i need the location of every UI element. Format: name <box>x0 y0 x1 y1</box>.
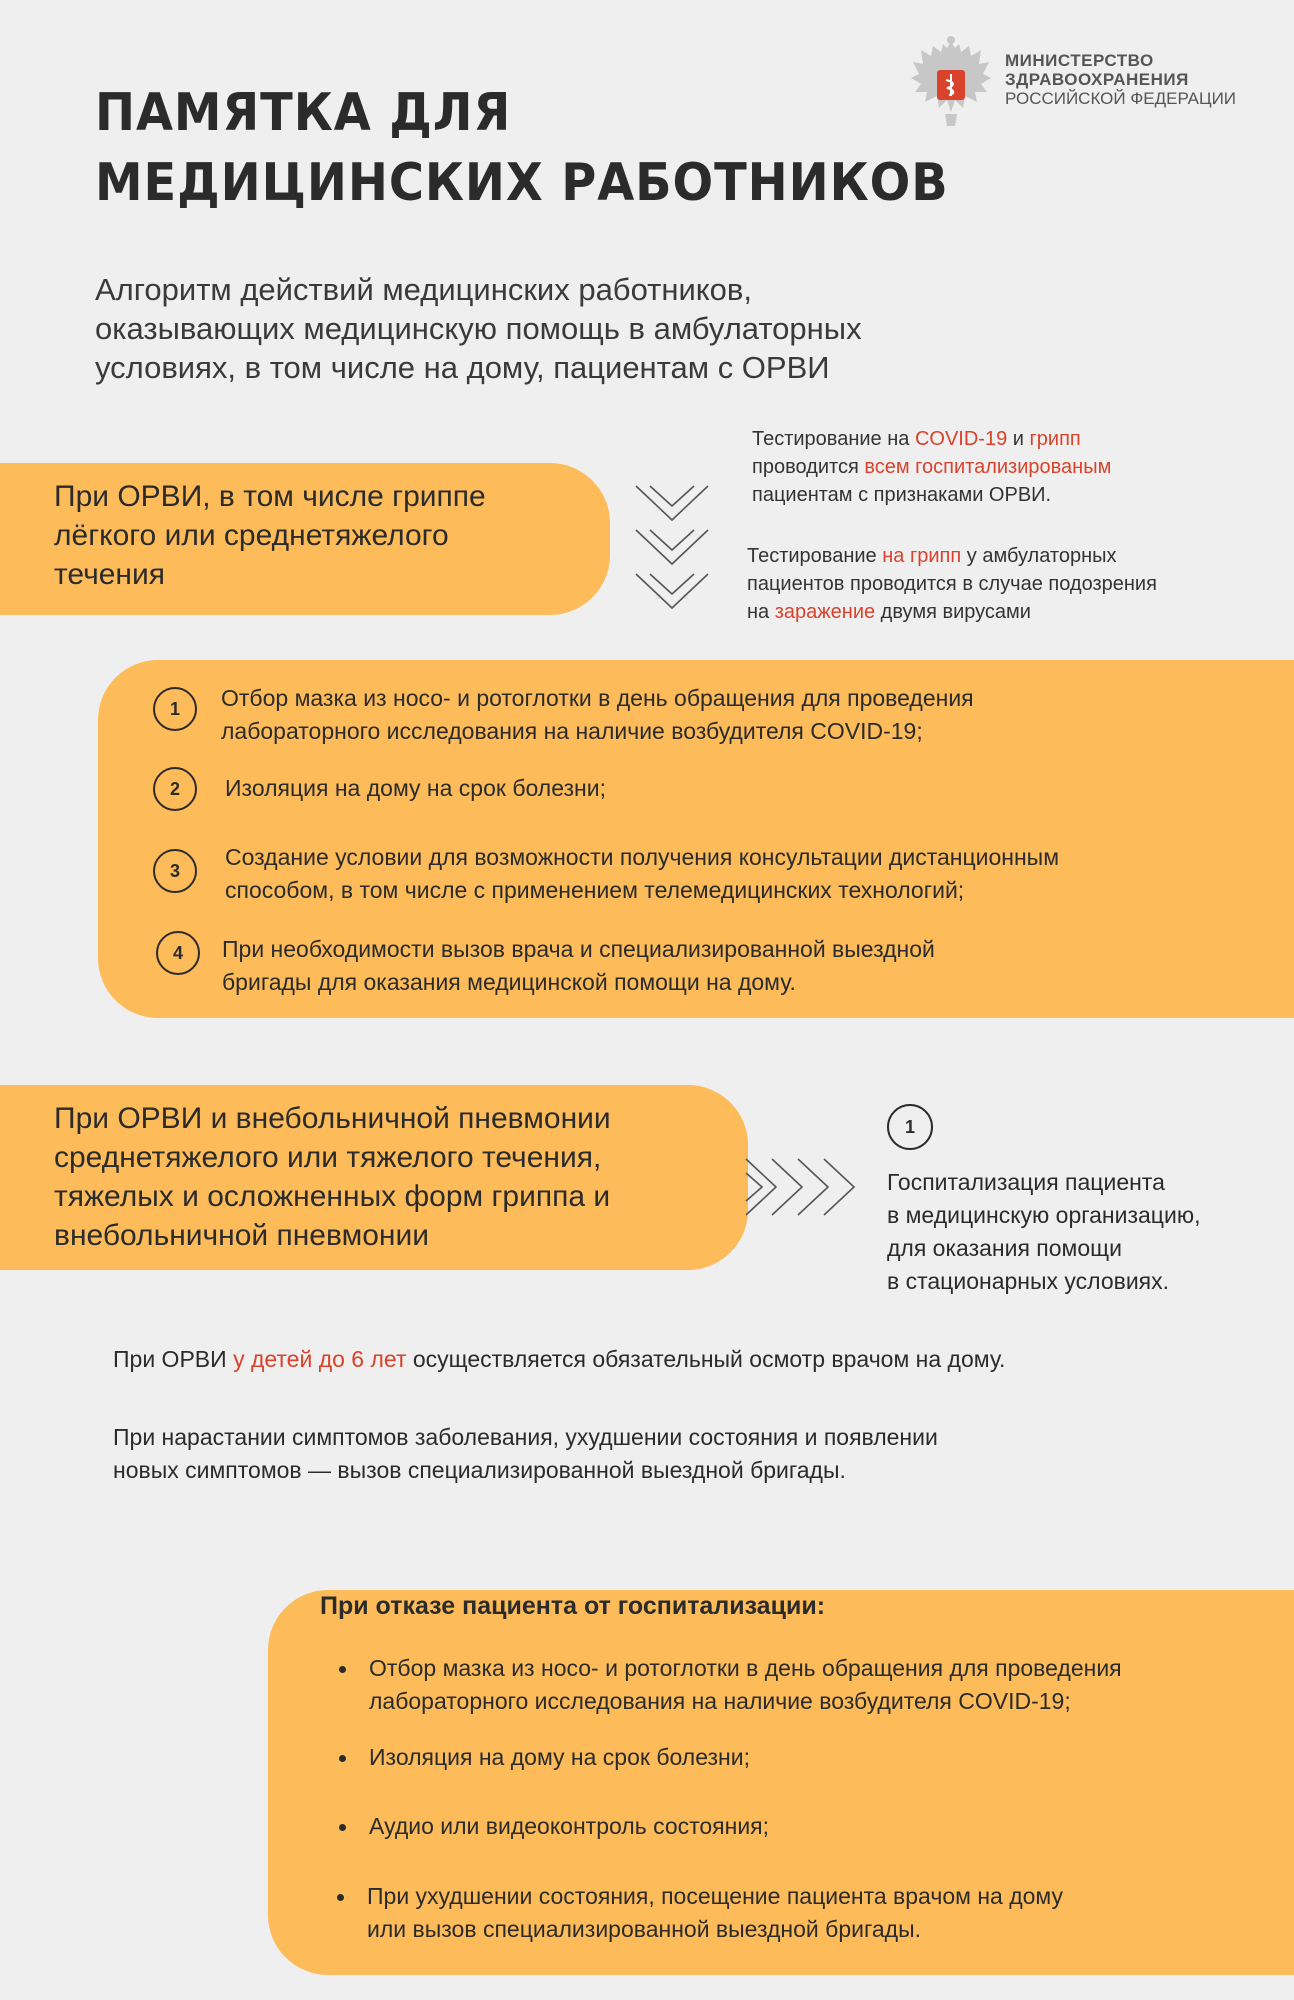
step-3-text: Создание условии для возможности получения консультации дистанционным способом, в том числе с применением телемедицинских технологий; <box>225 844 1060 903</box>
testing-note-outpatient: Тестирование на грипп у амбулаторных пациентов проводится в случае подозрения на заражение двумя вирусами <box>747 545 1157 623</box>
step-4-text: При необходимости вызов врача и специализированной выездной бригады для оказания медицинской помощи на дому. <box>222 936 935 995</box>
page-title: ПАМЯТКА ДЛЯ МЕДИЦИНСКИХ РАБОТНИКОВ <box>95 83 949 213</box>
children-note: При ОРВИ у детей до 6 лет осуществляется обязательный осмотр врачом на дому. <box>113 1346 1006 1372</box>
bullet-icon <box>339 1824 346 1831</box>
list-item: Изоляция на дому на срок болезни; <box>343 1741 750 1774</box>
step-1-text: Отбор мазка из носо- и ротоглотки в день обращения для проведения лабораторного исследования на наличие возбудителя COVID-19; <box>221 685 974 744</box>
hospitalization-text: Госпитализация пациента в медицинскую организацию, для оказания помощи в стационарных условиях. <box>887 1169 1201 1294</box>
step-number-3: 3 <box>153 849 197 893</box>
chevron-down-icon <box>634 484 710 622</box>
bullet-icon <box>337 1894 344 1901</box>
chevron-right-icon <box>744 1157 856 1217</box>
step-2-text: Изоляция на дому на срок болезни; <box>225 775 606 801</box>
step-number-4: 4 <box>156 931 200 975</box>
bullet-icon <box>339 1666 346 1673</box>
list-item: При ухудшении состояния, посещение пациента врачом на дому или вызов специализированной выездной бригады. <box>341 1880 1063 1946</box>
list-item: Отбор мазка из носо- и ротоглотки в день обращения для проведения лабораторного исследования на наличие возбудителя COVID-19; <box>343 1652 1122 1718</box>
page-subtitle: Алгоритм действий медицинских работников, оказывающих медицинскую помощь в амбулаторных условиях, в том числе на дому, пациентам с ОРВИ <box>95 272 862 385</box>
worsening-note: При нарастании симптомов заболевания, ухудшении состояния и появлении новых симптомов — вызов специализированной выездной бригады. <box>113 1424 938 1483</box>
refusal-title: При отказе пациента от госпитализации: <box>320 1592 826 1620</box>
list-item: Аудио или видеоконтроль состояния; <box>343 1810 769 1843</box>
testing-note-hospitalized: Тестирование на COVID-19 и грипп проводится всем госпитализированым пациентам с признаками ОРВИ. <box>752 428 1112 506</box>
severe-case-label: При ОРВИ и внебольничной пневмонии среднетяжелого или тяжелого течения, тяжелых и осложненных форм гриппа и внебольничной пневмонии <box>54 1102 611 1252</box>
bullet-icon <box>339 1755 346 1762</box>
step-number-1: 1 <box>153 687 197 731</box>
ministry-emblem-icon <box>905 34 997 130</box>
step-number-2: 2 <box>153 767 197 811</box>
mild-case-label: При ОРВИ, в том числе гриппе лёгкого или среднетяжелого течения <box>54 480 486 591</box>
ministry-name: МИНИСТЕРСТВО ЗДРАВООХРАНЕНИЯ РОССИЙСКОЙ ФЕДЕРАЦИИ <box>1005 51 1237 108</box>
hospitalization-step-number: 1 <box>887 1104 933 1150</box>
